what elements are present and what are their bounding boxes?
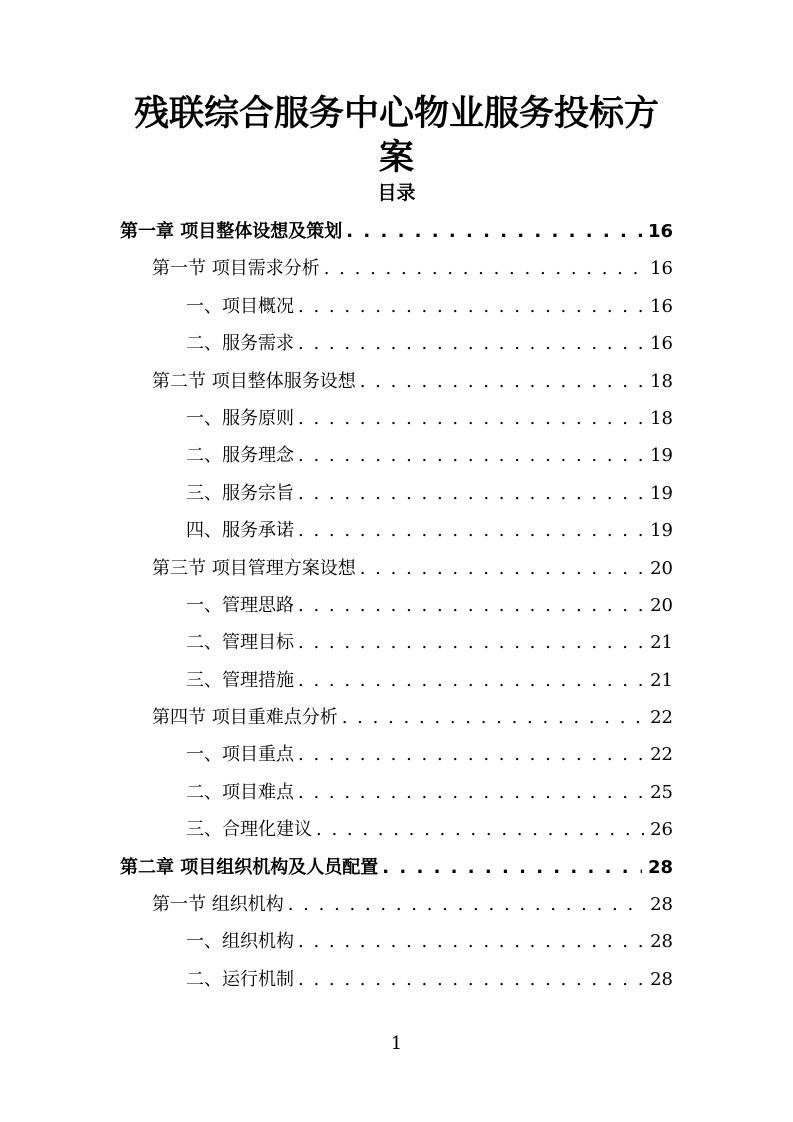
toc-entry-label: 三、服务宗旨 [186,482,294,504]
toc-entry-label: 三、合理化建议 [186,819,312,841]
toc-entry-page-number: 25 [650,781,673,803]
table-of-contents [0,213,793,998]
toc-entry[interactable] [120,213,673,250]
toc-entry-label: 一、项目概况 [186,295,294,317]
toc-dot-leader [298,512,644,549]
document-title: 残联综合服务中心物业服务投标方案 [133,94,659,178]
toc-entry[interactable] [186,624,673,661]
toc-dot-leader [316,811,644,848]
toc-entry[interactable] [152,886,673,923]
toc-entry[interactable] [186,325,673,362]
toc-entry-label: 第一节 组织机构 [152,894,284,916]
toc-entry[interactable] [186,475,673,512]
toc-entry-label: 二、项目难点 [186,781,294,803]
toc-dot-leader [298,400,644,437]
toc-entry-label: 二、服务需求 [186,333,294,355]
toc-dot-leader [298,736,644,773]
toc-entry-page-number: 21 [650,632,673,654]
toc-dot-leader [298,437,644,474]
toc-dot-leader [382,849,642,886]
toc-entry-label: 三、管理措施 [186,669,294,691]
toc-dot-leader [360,550,644,587]
toc-entry-page-number: 16 [650,258,673,280]
toc-dot-leader [298,624,644,661]
toc-entry-page-number: 22 [650,744,673,766]
toc-entry-label: 二、服务理念 [186,445,294,467]
toc-entry-label: 一、服务原则 [186,407,294,429]
toc-entry[interactable] [186,437,673,474]
toc-dot-leader [298,288,644,325]
toc-entry-page-number: 28 [650,968,673,990]
toc-entry[interactable] [186,811,673,848]
toc-entry-page-number: 19 [650,445,673,467]
toc-entry[interactable] [186,961,673,998]
toc-entry[interactable] [186,662,673,699]
toc-entry-page-number: 16 [647,221,673,242]
toc-entry-label: 第一章 项目整体设想及策划 [120,221,343,242]
toc-dot-leader [298,325,644,362]
toc-entry-label: 二、运行机制 [186,968,294,990]
toc-entry-page-number: 18 [650,370,673,392]
toc-heading: 目录 [377,182,416,204]
toc-entry-label: 第二节 项目整体服务设想 [152,370,356,392]
toc-dot-leader [298,774,644,811]
toc-entry-label: 一、组织机构 [186,931,294,953]
toc-entry[interactable] [186,923,673,960]
toc-entry[interactable] [186,736,673,773]
toc-entry-label: 第三节 项目管理方案设想 [152,557,356,579]
toc-entry-page-number: 26 [650,819,673,841]
toc-dot-leader [298,475,644,512]
toc-dot-leader [298,961,644,998]
toc-entry-page-number: 21 [650,669,673,691]
toc-entry-page-number: 16 [650,295,673,317]
toc-dot-leader [360,363,644,400]
toc-entry-page-number: 28 [647,856,673,878]
toc-entry-label: 四、服务承诺 [186,520,294,542]
toc-entry-page-number: 20 [650,557,673,579]
toc-dot-leader [298,587,644,624]
toc-entry[interactable] [186,587,673,624]
toc-entry[interactable] [186,512,673,549]
toc-entry-label: 二、管理目标 [186,632,294,654]
toc-entry-label: 一、管理思路 [186,594,294,616]
toc-entry-page-number: 20 [650,594,673,616]
toc-entry-label: 第一节 项目需求分析 [152,258,320,280]
toc-entry[interactable] [186,288,673,325]
toc-entry[interactable] [152,699,673,736]
toc-entry[interactable] [120,849,673,886]
toc-dot-leader [298,923,644,960]
toc-entry-page-number: 28 [650,931,673,953]
toc-dot-leader [324,250,644,287]
toc-entry-label: 第二章 项目组织机构及人员配置 [120,856,379,878]
toc-entry[interactable] [152,550,673,587]
toc-entry-label: 第四节 项目重难点分析 [152,707,338,729]
toc-entry-page-number: 18 [650,407,673,429]
toc-entry-page-number: 28 [650,894,673,916]
toc-entry-page-number: 19 [650,482,673,504]
toc-entry[interactable] [186,400,673,437]
toc-entry-page-number: 19 [650,520,673,542]
toc-entry[interactable] [152,363,673,400]
toc-dot-leader [342,699,644,736]
toc-entry-page-number: 16 [650,333,673,355]
toc-entry[interactable] [186,774,673,811]
page-number: 1 [390,1033,403,1054]
toc-dot-leader [298,662,644,699]
toc-dot-leader [346,213,642,250]
toc-entry-label: 一、项目重点 [186,744,294,766]
toc-entry[interactable] [152,250,673,287]
toc-entry-page-number: 22 [650,707,673,729]
toc-dot-leader [288,886,644,923]
